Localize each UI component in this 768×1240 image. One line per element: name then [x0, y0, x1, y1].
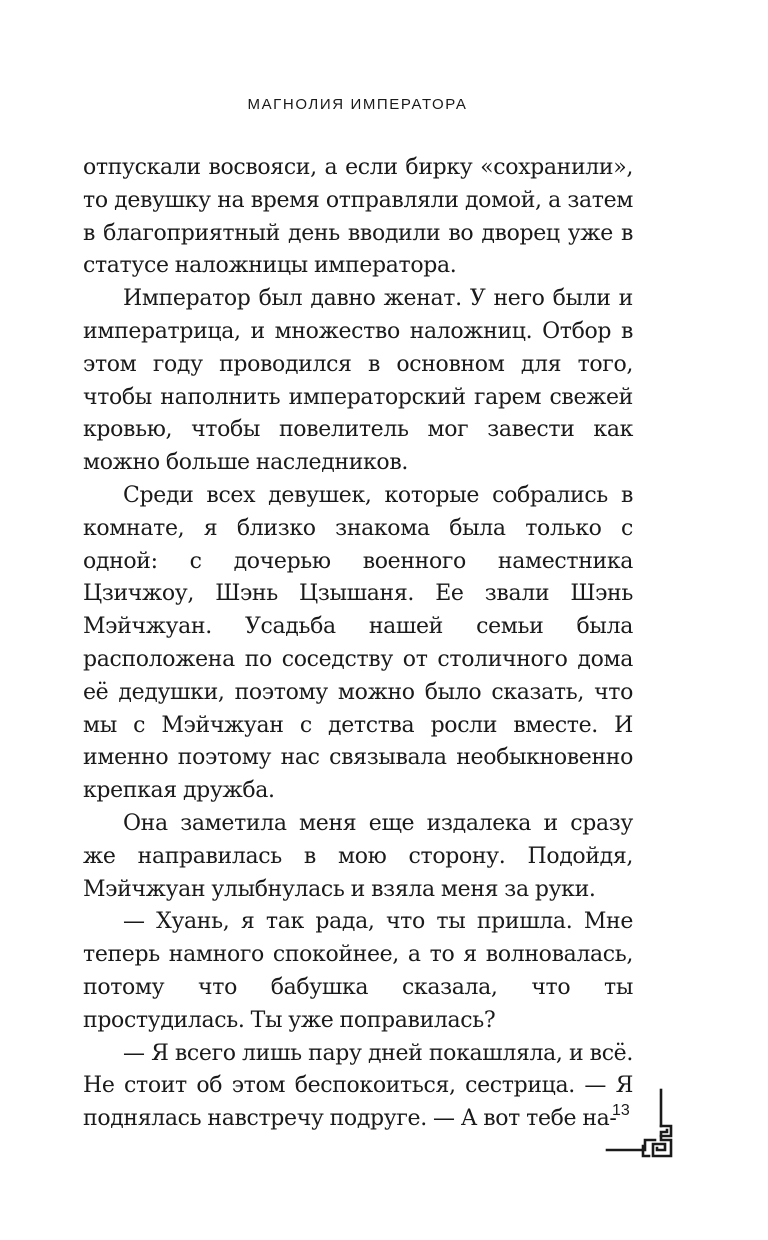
paragraph-2: Император был давно женат. У него были и императрица, и множество наложниц. Отбор в этом году проводился в основном для того, чтобы наполнить императорский гарем свежей кровью, чтобы повелитель мог завести как можно больше наследников. — [83, 286, 633, 476]
running-head: МАГНОЛИЯ ИМПЕРАТОРА — [247, 96, 468, 113]
body-text — [83, 152, 633, 1136]
corner-ornament-icon — [605, 1088, 675, 1160]
paragraph-6: — Я всего лишь пару дней покашляла, и всё. Не стоит об этом беспокоиться, сестрица. — Я поднялась навстречу подруге. — А вот тебе на- — [83, 1040, 633, 1132]
paragraph-5: — Хуань, я так рада, что ты пришла. Мне теперь намного спокойнее, а то я волновалась, потому что бабушка сказала, что ты простудилась. Ты уже поправилась? — [83, 909, 633, 1033]
paragraph-1: отпускали восвояси, а если бирку «сохранили», то девушку на время отправляли домой, а затем в благоприятный день вводили во дворец уже в статусе наложницы императора. — [83, 155, 633, 279]
page-number: 13 — [612, 1102, 630, 1119]
paragraph-3: Среди всех девушек, которые собрались в комнате, я близко знакома была только с одной: с дочерью военного наместника Цзичжоу, Шэнь Цзышаня. Ее звали Шэнь Мэйчжуан. Усадьба нашей семьи была расположена по соседству от столичного дома её дедушки, поэтому можно было сказать, что мы с Мэйчжуан с детства росли вместе. И именно поэтому нас связывала необыкновенно крепкая дружба. — [83, 482, 633, 804]
paragraph-4: Она заметила меня еще издалека и сразу же направилась в мою сторону. Подойдя, Мэйчжуан улыбнулась и взяла меня за руки. — [83, 810, 633, 902]
